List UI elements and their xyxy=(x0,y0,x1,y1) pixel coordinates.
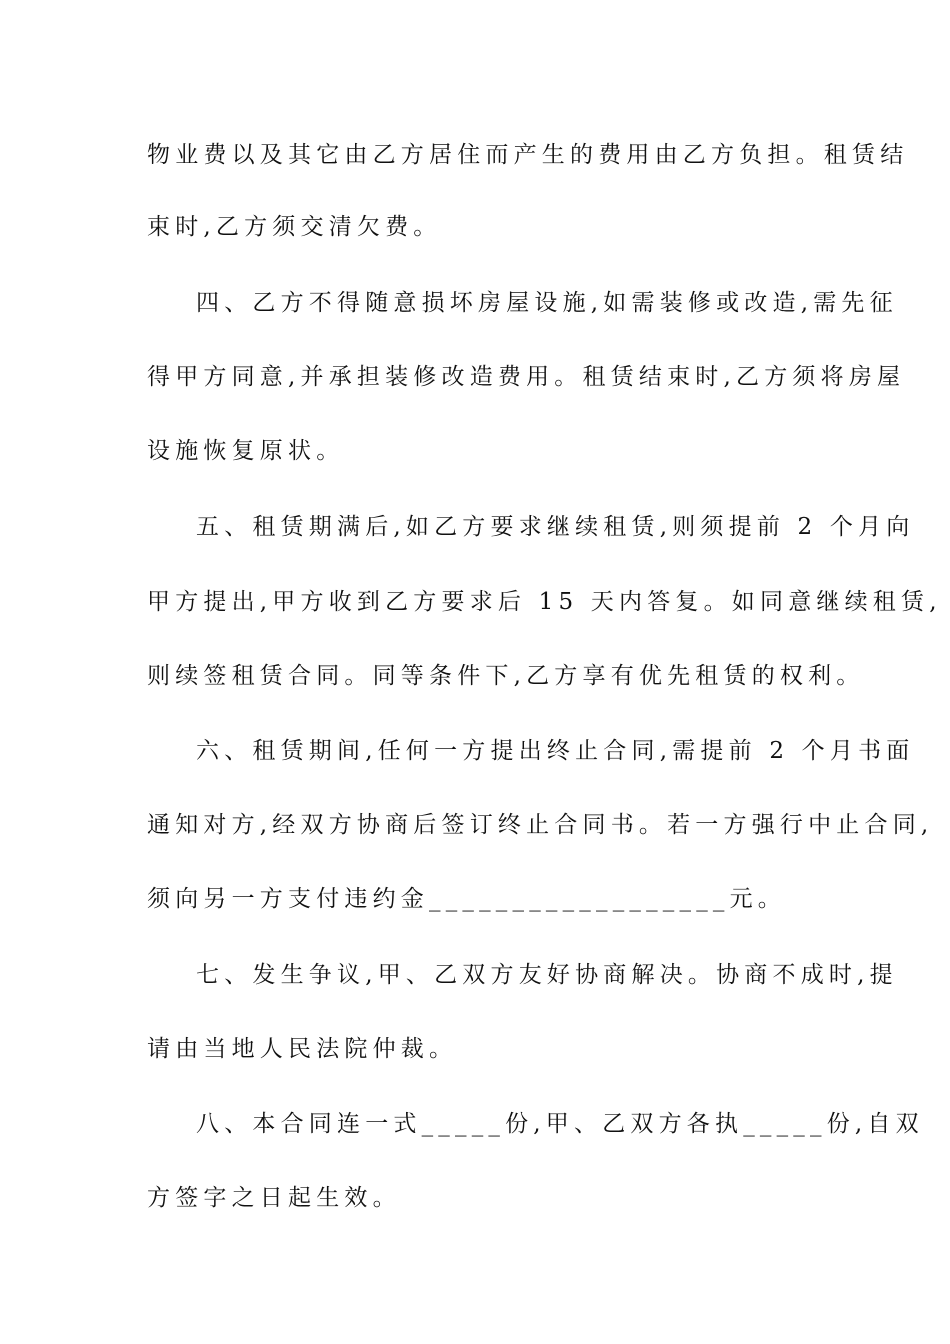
text-line: 得甲方同意,并承担装修改造费用。租赁结束时,乙方须将房屋 xyxy=(147,364,906,390)
clause-eight-line: 八、本合同连一式_____份,甲、乙双方各执_____份,自双 xyxy=(196,1111,924,1137)
text-line: 物业费以及其它由乙方居住而产生的费用由乙方负担。租赁结 xyxy=(147,142,909,168)
clause-six-line: 六、租赁期间,任何一方提出终止合同,需提前 2 个月书面 xyxy=(196,738,915,764)
clause-five-line: 五、租赁期满后,如乙方要求继续租赁,则须提前 2 个月向 xyxy=(196,514,915,540)
text-line: 甲方提出,甲方收到乙方要求后 15 天内答复。如同意继续租赁, xyxy=(147,589,942,615)
text-line: 方签字之日起生效。 xyxy=(147,1185,401,1211)
text-line: 须向另一方支付违约金__________________元。 xyxy=(147,886,786,912)
text-line: 束时,乙方须交清欠费。 xyxy=(147,214,442,240)
text-line: 通知对方,经双方协商后签订终止合同书。若一方强行中止合同, xyxy=(147,812,934,838)
clause-four-line: 四、乙方不得随意损坏房屋设施,如需装修或改造,需先征 xyxy=(196,290,898,316)
text-line: 请由当地人民法院仲裁。 xyxy=(147,1036,458,1062)
text-line: 则续签租赁合同。同等条件下,乙方享有优先租赁的权利。 xyxy=(147,663,865,689)
clause-seven-line: 七、发生争议,甲、乙双方友好协商解决。协商不成时,提 xyxy=(196,962,898,988)
text-line: 设施恢复原状。 xyxy=(147,438,345,464)
